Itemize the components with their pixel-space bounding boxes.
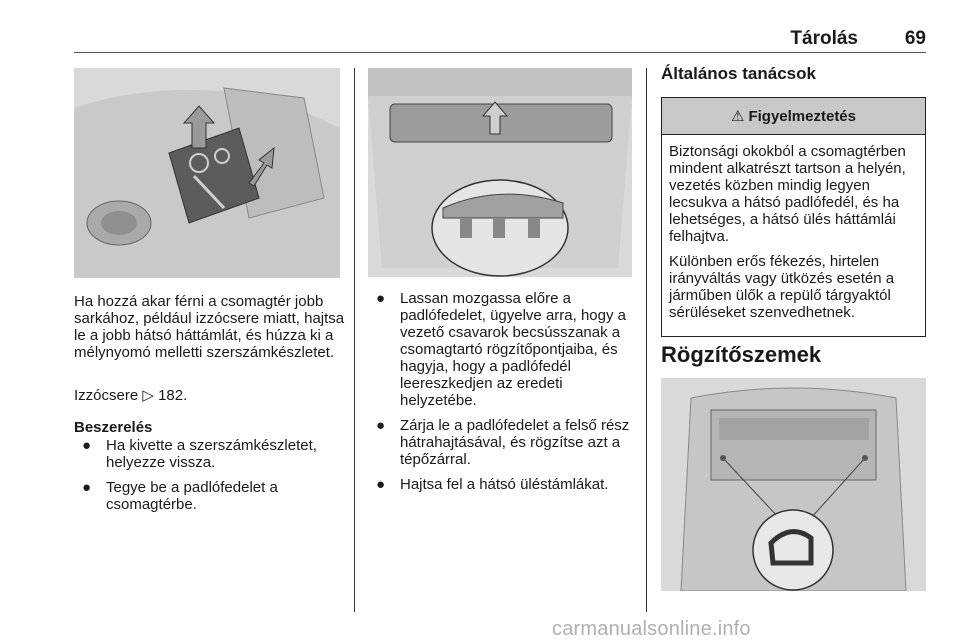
- floor-cover-steps: [368, 290, 638, 501]
- section-title-lashing-eyes: Rögzítőszemek: [661, 342, 822, 367]
- list-item: ● Zárja le a padlófedelet a felső rész hátrahajtásával, és rögzítse azt a tépőzárral.: [376, 417, 630, 468]
- intro-paragraph: Ha hozzá akar férni a csomagtér jobb sarkához, például izzócsere miatt, hajtsa le a jobb hátsó háttámlát, és húzza ki a mélynyomó melletti szerszámkészletet.: [74, 293, 345, 361]
- figure-tool-kit: [74, 68, 340, 278]
- warning-paragraph: Biztonsági okokból a csomagtérben mindent alkatrészt tartson a helyén, vezetés közben mindig legyen lecsukva a hátsó padlófedél, és ha lehetséges, a hátsó ülés háttámlái felhajtva.: [669, 143, 906, 245]
- reference-text: Izzócsere: [74, 387, 139, 404]
- list-item: ● Hajtsa fel a hátsó üléstámlákat.: [376, 476, 609, 493]
- figure-lashing-eyes: [661, 378, 926, 591]
- watermark: carmanualsonline.info: [552, 618, 751, 640]
- column-divider-right: [646, 68, 647, 612]
- bullet-icon: ●: [82, 479, 92, 496]
- warning-box: [661, 97, 926, 337]
- reference-arrow-icon: ▷: [142, 387, 154, 404]
- header-rule: [74, 52, 926, 53]
- bullet-icon: ●: [82, 437, 92, 454]
- warning-title: Figyelmeztetés: [748, 107, 856, 125]
- list-item: ● Ha kivette a szerszámkészletet, helyezze vissza.: [82, 437, 317, 471]
- header-title: Tárolás: [790, 28, 858, 49]
- list-item: ● Tegye be a padlófedelet a csomagtérbe.: [82, 479, 278, 513]
- warning-body: [662, 135, 925, 321]
- page-number: 69: [904, 28, 926, 49]
- list-item: ● Lassan mozgassa előre a padlófedelet, ügyelve arra, hogy a vezető csavarok becsússzanak a csomagtartó rögzítőpontjaiba, és hagyja, hogy a padlófedél leereszkedjen az eredeti helyzetébe.: [376, 290, 626, 409]
- section-title-general-advice: Általános tanácsok: [661, 64, 816, 83]
- bulb-reference: [74, 387, 346, 404]
- warning-triangle-icon: ⚠: [731, 108, 745, 125]
- reference-page: 182.: [158, 387, 188, 404]
- subheading-installation: Beszerelés: [74, 419, 153, 436]
- figure-floor-cover: [368, 68, 632, 277]
- warning-header: [662, 98, 925, 135]
- warning-paragraph: Különben erős fékezés, hirtelen irányváltás vagy ütközés esetén a járműben ülők a repülő tárgyaktól sérüléseket szenvedhetnek.: [669, 253, 895, 321]
- bullet-icon: ●: [376, 476, 386, 493]
- bullet-icon: ●: [376, 417, 386, 434]
- bullet-icon: ●: [376, 290, 386, 307]
- page-header: [74, 28, 926, 50]
- installation-steps: [74, 437, 346, 521]
- column-divider-left: [354, 68, 355, 612]
